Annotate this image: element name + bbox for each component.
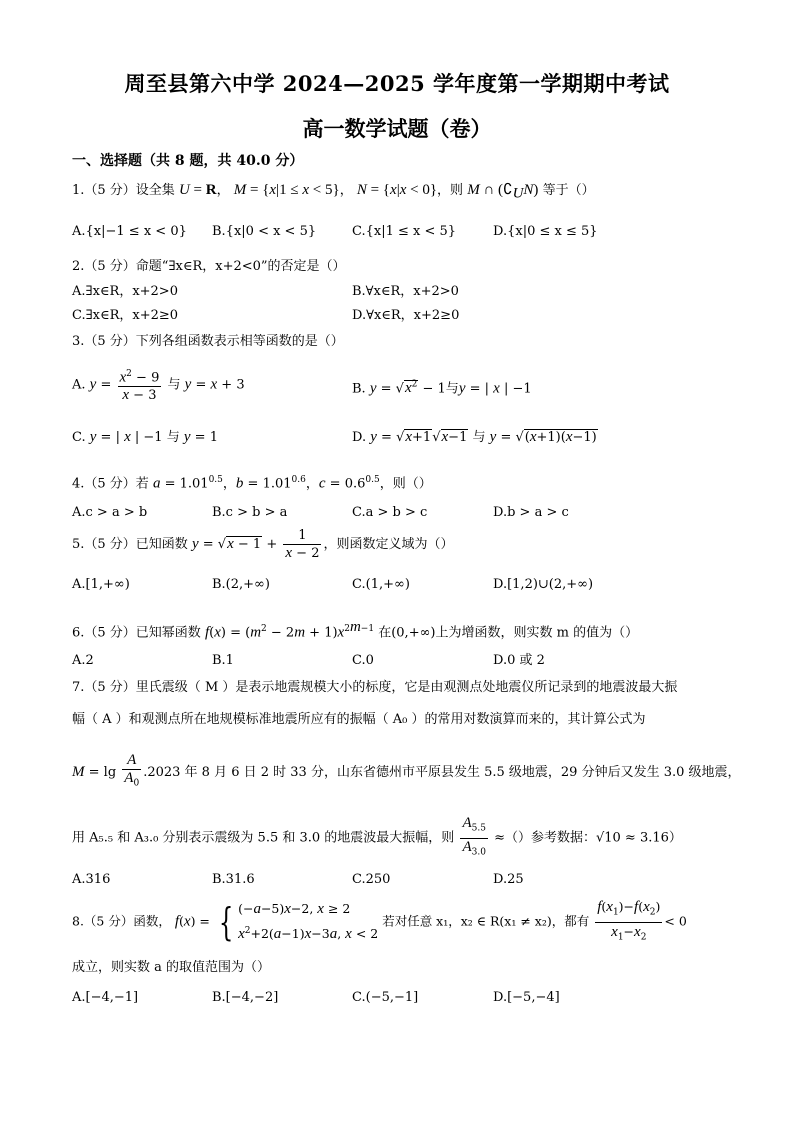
q2-option-b: B.∀x∈R，x+2>0 bbox=[352, 284, 459, 299]
q4-option-c: C.a > b > c bbox=[352, 505, 428, 520]
q5-option-a: A.[1,+∞) bbox=[72, 577, 130, 592]
question-3: 3.（5 分）下列各组函数表示相等函数的是（） bbox=[72, 334, 344, 349]
question-7-line4: 用 A₅.₅ 和 A₃.₀ 分别表示震级为 5.5 和 3.0 的地震波最大振幅，则 $\frac{A_{5.5}}{A_{3.0}}$ ≈（）参考数据：√10 ≈ 3.16） bbox=[72, 815, 682, 858]
question-6: 6.（5 分）已知幂函数 $f(x) = (m^2 - 2m + 1)x^{2m-1}$ 在(0,+∞)上为增函数，则实数 m 的值为（） bbox=[72, 619, 639, 641]
question-4: 4.（5 分）若 $a = 1.01^{0.5}$，$b = 1.01^{0.6}$，$c = 0.6^{0.5}$，则（） bbox=[72, 475, 432, 492]
q4-option-d: D.b > a > c bbox=[493, 505, 569, 520]
question-7-line2: 幅（ A ）和观测点所在地规模标准地震所应有的振幅（ A₀ ）的常用对数演算而来的，其计算公式为 bbox=[72, 712, 646, 727]
question-7-line3: M = lg $\frac{A}{A_0}$ .2023 年 8 月 6 日 2 时 33 分，山东省德州市平原县发生 5.5 级地震，29 分钟后又发生 3.0 级地震， bbox=[72, 752, 741, 789]
q1-option-c: C.{x|1 ≤ x < 5} bbox=[352, 224, 457, 239]
q6-option-b: B.1 bbox=[212, 653, 234, 668]
question-5: 5.（5 分）已知函数 y = √x − 1 + $\frac{1}{x - 2}$ ，则函数定义域为（） bbox=[72, 528, 454, 561]
q8-option-c: C.(−5,−1] bbox=[352, 990, 419, 1005]
q1-option-a: A.{x|−1 ≤ x < 0} bbox=[72, 224, 187, 239]
q7-option-d: D.25 bbox=[493, 872, 524, 887]
section-heading: 一、选择题（共 8 题，共 40.0 分） bbox=[72, 153, 304, 169]
q4-option-a: A.c > a > b bbox=[72, 505, 148, 520]
exam-subtitle: 高一数学试题（卷） bbox=[302, 116, 492, 141]
q6-option-d: D.0 或 2 bbox=[493, 653, 545, 668]
question-1: 1.（5 分）设全集 U = R， M = {x|1 ≤ x < 5}， N = {x|x < 0}，则 M ∩ $(∁_UN)$ 等于（） bbox=[72, 182, 595, 202]
q7-option-b: B.31.6 bbox=[212, 872, 255, 887]
q5-option-c: C.(1,+∞) bbox=[352, 577, 410, 592]
q7-option-c: C.250 bbox=[352, 872, 391, 887]
question-7-line1: 7.（5 分）里氏震级（ M ）是表示地震规模大小的标度，它是由观测点处地震仪所记录到的地震波最大振 bbox=[72, 680, 678, 695]
q8-option-a: A.[−4,−1] bbox=[72, 990, 139, 1005]
q3-option-d: D. y = √x+1√x−1 与 y = √(x+1)(x−1) bbox=[352, 429, 597, 445]
q2-option-d: D.∀x∈R，x+2≥0 bbox=[352, 308, 460, 323]
q6-option-c: C.0 bbox=[352, 653, 374, 668]
q2-option-c: C.∃x∈R，x+2≥0 bbox=[72, 308, 179, 323]
question-8: 8.（5 分）函数， f(x) = {(−a−5)x−2, x ≥ 2 $x^2+2(a-1)x-3a$, x < 2 若对任意 x₁，x₂ ∈ R(x₁ ≠ x₂)，都有 $\frac{f(x_1)-f(x_2)}{x_1-x_2}$ < 0 bbox=[72, 899, 687, 944]
q3-option-c: C. y = | x | −1 与 y = 1 bbox=[72, 429, 218, 445]
q3-option-b: B. $y = √x^2 - 1$与y = | x | −1 bbox=[352, 380, 532, 397]
q7-option-a: A.316 bbox=[72, 872, 111, 887]
q8-option-d: D.[−5,−4] bbox=[493, 990, 560, 1005]
q1-option-d: D.{x|0 ≤ x ≤ 5} bbox=[493, 224, 598, 239]
q6-option-a: A.2 bbox=[72, 653, 94, 668]
q8-option-b: B.[−4,−2] bbox=[212, 990, 279, 1005]
q5-option-d: D.[1,2)∪(2,+∞) bbox=[493, 577, 594, 592]
q2-option-a: A.∃x∈R，x+2>0 bbox=[72, 284, 178, 299]
q3-option-a: A. y = $\frac{x^2 - 9}{x - 3}$ 与 y = x + 3 bbox=[72, 366, 245, 404]
question-8-line2: 成立，则实数 a 的取值范围为（） bbox=[72, 960, 271, 975]
exam-title: 周至县第六中学 2024—2025 学年度第一学期期中考试 bbox=[124, 71, 670, 96]
q5-option-b: B.(2,+∞) bbox=[212, 577, 270, 592]
question-2: 2.（5 分）命题“∃x∈R，x+2<0”的否定是（） bbox=[72, 259, 346, 274]
q4-option-b: B.c > b > a bbox=[212, 505, 288, 520]
q1-option-b: B.{x|0 < x < 5} bbox=[212, 224, 317, 239]
